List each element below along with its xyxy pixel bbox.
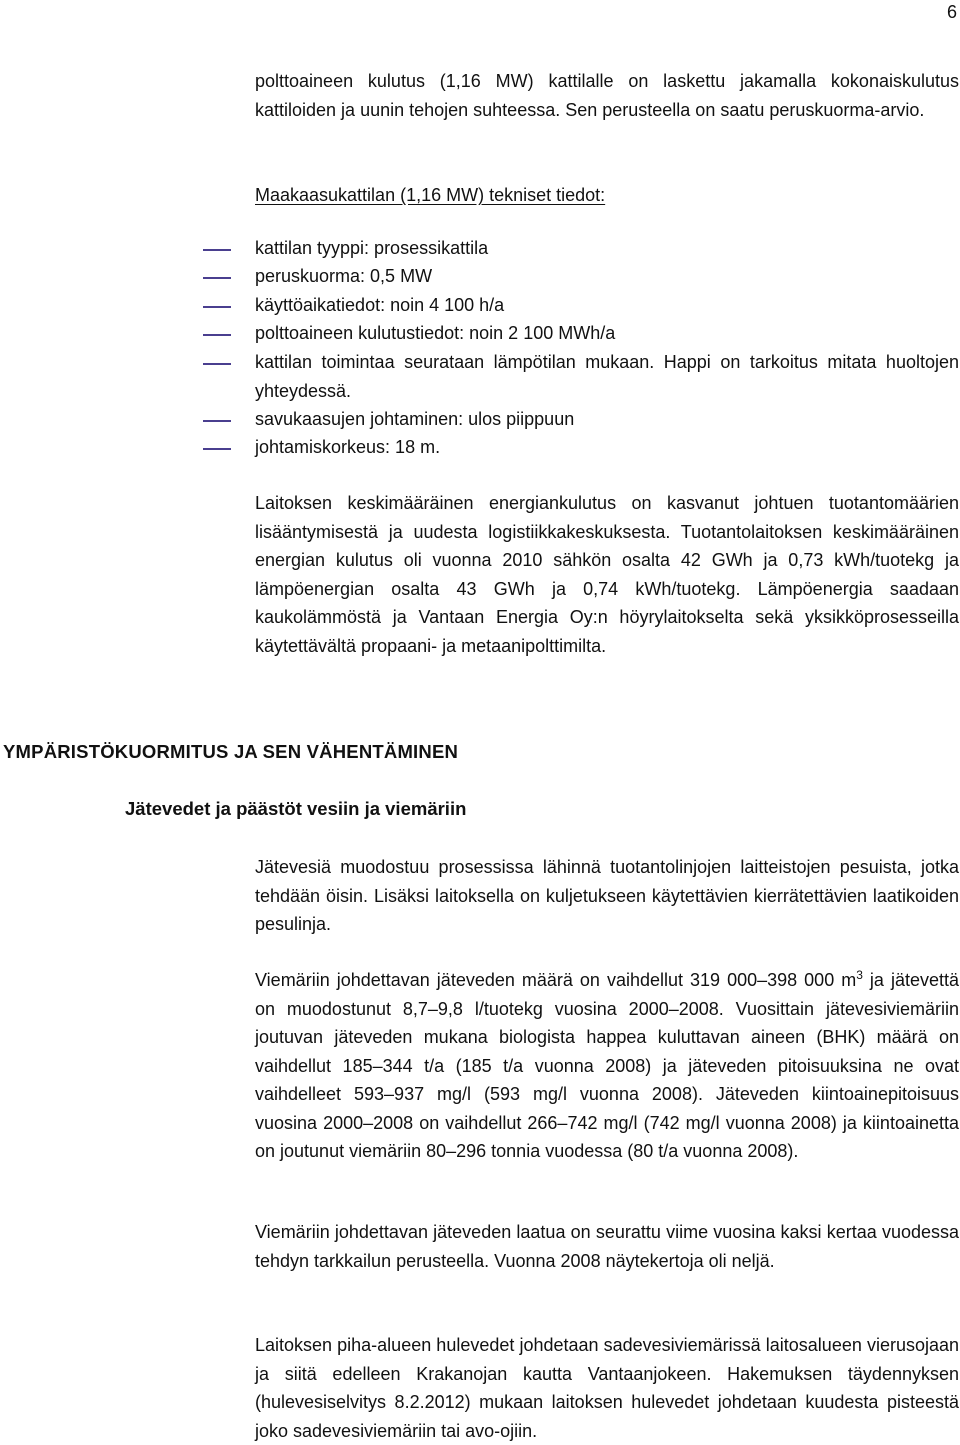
list-item: johtamiskorkeus: 18 m. (255, 437, 441, 457)
list-item: kattilan tyyppi: prosessikattila (255, 238, 489, 258)
wastewater-paragraph-1: Jätevesiä muodostuu prosessissa lähinnä tuotantolinjojen laitteistojen pesuista, jotka tehdään öisin. Lisäksi laitoksella on kuljetukseen käytettävien kierrätettävien laatikoiden pesulinja. (255, 857, 959, 934)
dash-bullet-icon (203, 448, 231, 450)
dash-bullet-icon (203, 363, 231, 365)
list-item: polttoaineen kulutustiedot: noin 2 100 MWh/a (255, 323, 616, 343)
list-item: käyttöaikatiedot: noin 4 100 h/a (255, 295, 505, 315)
dash-bullet-icon (203, 306, 231, 308)
list-item: peruskuorma: 0,5 MW (255, 266, 433, 286)
dash-bullet-icon (203, 277, 231, 279)
list-item: kattilan toimintaa seurataan lämpötilan mukaan. Happi on tarkoitus mitata huoltojen yhteydessä. (255, 352, 959, 401)
wastewater-paragraph-4: Laitoksen piha-alueen hulevedet johdetaan sadevesiviemärissä laitosalueen vierusojaan ja siitä edelleen Krakanojan kautta Vantaanjokeen. Hakemuksen täydennyksen (hulevesiselvitys 8.2.2012) mukaan laitoksen hulevedet johdetaan kuudesta pisteestä joko sadevesiviemäriin tai avo-ojiin. (255, 1335, 959, 1441)
section-heading: YMPÄRISTÖKUORMITUS JA SEN VÄHENTÄMINEN (3, 741, 459, 762)
wastewater-paragraph-2 (255, 966, 959, 1166)
dash-bullet-icon (203, 334, 231, 336)
list-item: savukaasujen johtaminen: ulos piippuun (255, 409, 575, 429)
dash-bullet-icon (203, 420, 231, 422)
energy-paragraph: Laitoksen keskimääräinen energiankulutus on kasvanut johtuen tuotantomäärien lisääntymisestä ja uudesta logistiikkakeskuksesta. Tuotantolaitoksen keskimääräinen energian kulutus oli vuonna 2010 sähkön osalta 42 GWh ja 0,73 kWh/tuotekg ja lämpöenergian osalta 43 GWh ja 0,74 kWh/tuotekg. Lämpöenergia saadaan kaukolämmöstä ja Vantaan Energia Oy:n höyrylaitokselta sekä yksikköprosesseilla käytettävältä propaani- ja metaanipolttimilta. (255, 493, 959, 656)
subsection-heading: Jätevedet ja päästöt vesiin ja viemäriin (125, 798, 467, 819)
wastewater-text-part: Viemäriin johdettavan jäteveden määrä on vaihdellut 319 000–398 000 m (255, 970, 857, 990)
wastewater-paragraph-3: Viemäriin johdettavan jäteveden laatua on seurattu viime vuosina kaksi kertaa vuodessa tehdyn tarkkailun perusteella. Vuonna 2008 näytekertoja oli neljä. (255, 1222, 959, 1271)
wastewater-text-part: ja jätevettä on muodostunut 8,7–9,8 l/tuotekg vuosina 2000–2008. Vuosittain jätevesiviemäriin joutuvan jäteveden mukana biologista happea kuluttavan aineen (BHK) määrä on vaihdellut 185–344 t/a (185 t/a vuonna 2008) ja jäteveden pitoisuuksina ne ovat vaihdelleet 593–937 mg/l (593 mg/l vuonna 2008). Jäteveden kiintoainepitoisuus vuosina 2000–2008 on vaihdellut 266–742 mg/l (742 mg/l vuonna 2008) ja kiintoainetta on joutunut viemäriin 80–296 tonnia vuodessa (80 t/a vuonna 2008). (255, 970, 959, 1161)
intro-paragraph: polttoaineen kulutus (1,16 MW) kattilalle on laskettu jakamalla kokonaiskulutus kattiloiden ja uunin tehojen suhteessa. Sen perusteella on saatu peruskuorma-arvio. (255, 71, 959, 120)
superscript-exponent: 3 (856, 968, 863, 982)
dash-bullet-icon (203, 249, 231, 251)
boiler-specs-heading: Maakaasukattilan (1,16 MW) tekniset tiedot: (255, 185, 606, 205)
page-number: 6 (946, 2, 957, 22)
